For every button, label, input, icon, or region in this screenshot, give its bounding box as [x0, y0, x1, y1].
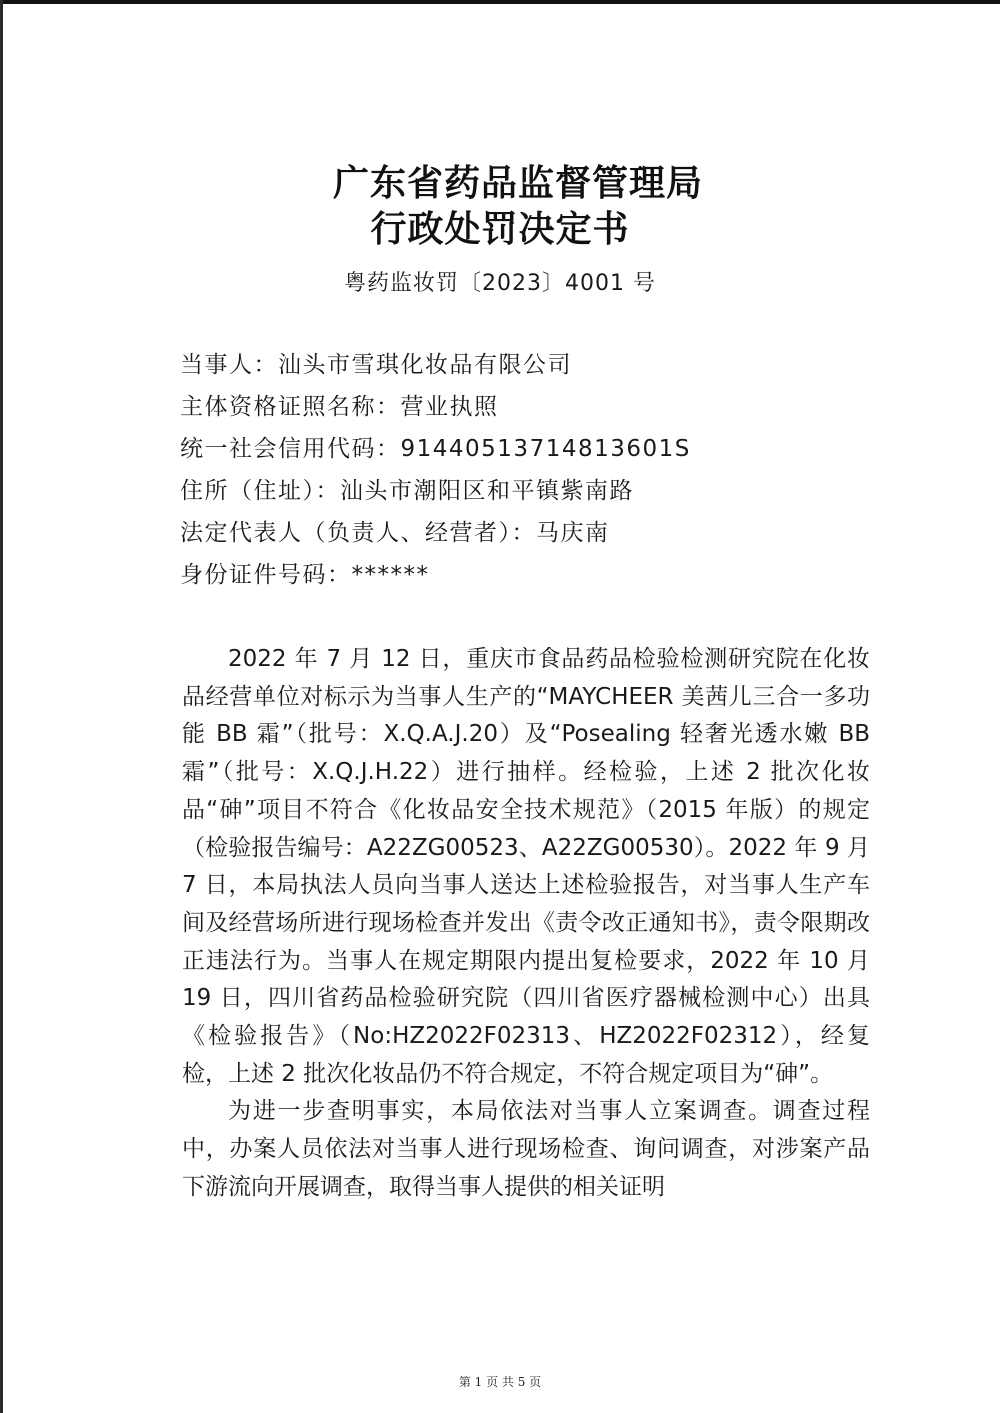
id-number: 身份证件号码：******: [180, 562, 430, 588]
document-body: [182, 641, 870, 1207]
paragraph-investigation: 为进一步查明事实，本局依法对当事人立案调查。调查过程中，办案人员依法对当事人进行现场检查、询问调查，对涉案产品下游流向开展调查，取得当事人提供的相关证明: [182, 1098, 870, 1200]
credit-code: 统一社会信用代码：91440513714813601S: [180, 436, 691, 462]
document-title-type: 行政处罚决定书: [370, 208, 630, 250]
paragraph-case-facts: 2022 年 7 月 12 日，重庆市食品药品检验检测研究院在化妆品经营单位对标示为当事人生产的“MAYCHEER 美茜儿三合一多功能 BB 霜”（批号：X.Q.A.J.20）及“Posealing 轻奢光透水嫩 BB 霜”（批号：X.Q.J.H.22）进行抽样。经检验，上述 2 批次化妆品“砷”项目不符合《化妆品安全技术规范》（2015 年版）的规定（检验报告编号：A22ZG00523、A22ZG00530）。2022 年 9 月 7 日，本局执法人员向当事人送达上述检验报告，对当事人生产车间及经营场所进行现场检查并发出《责令改正通知书》，责令限期改正违法行为。当事人在规定期限内提出复检要求，2022 年 10 月 19 日，四川省药品检验研究院（四川省医疗器械检测中心）出具《检验报告》（No:HZ2022F02313、HZ2022F02312），经复检，上述 2 批次化妆品仍不符合规定，不符合规定项目为“砷”。: [182, 646, 870, 1087]
document-title-authority: 广东省药品监督管理局: [332, 162, 703, 204]
page-number: 第 1 页 共 5 页: [458, 1375, 542, 1389]
address: 住所（住址）：汕头市潮阳区和平镇紫南路: [180, 478, 634, 504]
document-number: 粤药监妆罚〔2023〕4001 号: [344, 271, 656, 296]
scan-border-top: [0, 0, 1000, 4]
party-name: 当事人：汕头市雪琪化妆品有限公司: [180, 352, 572, 378]
party-info-block: [180, 348, 880, 600]
legal-representative: 法定代表人（负责人、经营者）：马庆南: [180, 520, 610, 546]
license-type: 主体资格证照名称：营业执照: [180, 394, 499, 420]
